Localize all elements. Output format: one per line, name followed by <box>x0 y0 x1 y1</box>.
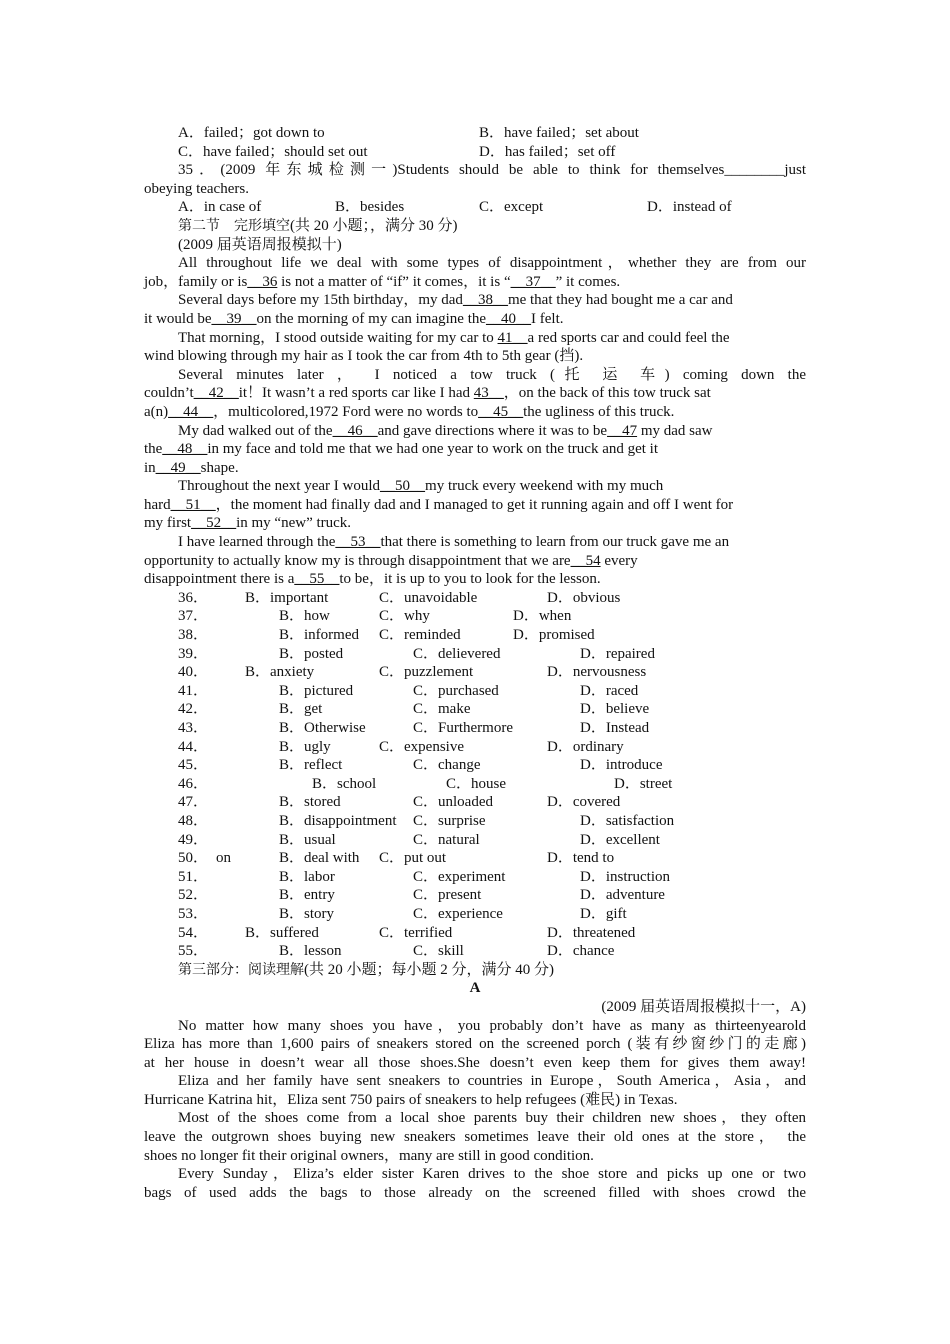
q34-options-row2 <box>144 143 806 162</box>
passage-line: it would be__39__on the morning of my can imagine the__40__I felt. <box>144 310 564 327</box>
blank: __44__ <box>168 403 214 420</box>
option-c: C．why <box>379 608 430 625</box>
passage-line: My dad walked out of the__46__and gave directions where it was to be__47 my dad saw <box>178 422 713 439</box>
blank: __50__ <box>380 478 426 495</box>
reading-line: at her house in doesn’t wear all those shoes.She doesn’t even keep them for gives them away! <box>144 1054 806 1071</box>
question-number: 54． <box>178 924 209 941</box>
reading-line: shoes no longer fit their original owners，many are still in good condition. <box>144 1147 594 1164</box>
option-b: B．pictured <box>279 682 354 699</box>
reading-line: leave the outgrown shoes buying new sneakers sometimes leave their old ones at the store， the <box>144 1129 806 1146</box>
option-d: D．Instead <box>580 720 650 736</box>
option-row <box>144 775 806 794</box>
section2-heading <box>144 217 806 236</box>
option-d: D．instruction <box>580 868 670 885</box>
option-c: C．put out <box>379 850 447 867</box>
option-b: B．posted <box>279 645 344 662</box>
q35-option-b: B．besides <box>335 199 405 216</box>
blank: __51__ <box>170 496 216 513</box>
option-c: C．surprise <box>413 812 486 829</box>
question-number: 53． <box>178 905 209 922</box>
option-c: C．unloaded <box>413 794 493 811</box>
passage-line: Throughout the next year I would__50__my truck every weekend with my much <box>178 478 664 495</box>
passage-line: hard__51__，the moment had finally dad and I managed to get it running again and off I went for <box>144 496 734 513</box>
option-d: D．when <box>513 608 572 625</box>
blank: __39__ <box>211 310 257 327</box>
reading-line: Eliza has more than 1,600 pairs of sneakers stored on the screened porch (装有纱窗纱门的走廊) <box>144 1036 806 1053</box>
q35-option-a: A．in case of <box>178 199 262 216</box>
blank: __48__ <box>162 441 208 458</box>
option-b: B．reflect <box>279 757 343 774</box>
blank: __55__ <box>294 571 340 588</box>
section2-score: (共 20 小题；，满分 30 分) <box>290 217 458 234</box>
question-number: 38． <box>178 627 209 644</box>
passage-line: opportunity to actually know my is through disappointment that we are__54 every <box>144 552 638 569</box>
blank: __37__ <box>510 273 556 290</box>
passage-letter: A <box>469 980 481 997</box>
option-b: B．get <box>279 701 323 718</box>
option-b: B．deal with <box>279 850 360 867</box>
blank: __40__ <box>486 310 532 327</box>
question-number: 46． <box>178 775 209 792</box>
option-row <box>144 756 806 775</box>
blank: 43__ <box>473 385 504 402</box>
option-d: D．tend to <box>547 850 615 867</box>
option-c: C．delievered <box>413 645 501 662</box>
option-c: C．make <box>413 701 471 718</box>
question-number: 39． <box>178 645 209 662</box>
q35-option-c: C．except <box>479 199 544 216</box>
question-number: 45． <box>178 757 209 774</box>
section2-title: 第二节 完形填空 <box>178 217 290 234</box>
option-c: C．reminded <box>379 627 461 644</box>
q34-option-a: A．failed；got down to <box>178 125 325 141</box>
option-c: C．expensive <box>379 738 464 755</box>
option-row <box>144 924 806 943</box>
option-row <box>144 942 806 961</box>
option-d: D．chance <box>547 943 615 960</box>
section3-score: (共 20 小题；每小题 2 分，满分 40 分) <box>304 961 554 978</box>
passage-line: All throughout life we deal with some types of disappointment，whether they are from our <box>178 255 806 272</box>
option-row <box>144 812 806 831</box>
passage-line: I have learned through the__53__that there is something to learn from our truck gave me an <box>178 534 730 551</box>
option-d: D．introduce <box>580 757 663 774</box>
option-c: C．Furthermore <box>413 720 513 736</box>
option-row <box>144 645 806 664</box>
option-b: B．labor <box>279 868 335 885</box>
reading-line: Hurricane Katrina hit，Eliza sent 750 pairs of sneakers to help refugees (难民) in Texas. <box>144 1091 678 1108</box>
option-row <box>144 793 806 812</box>
option-d: D．nervousness <box>547 664 647 681</box>
question-number: 44． <box>178 738 209 755</box>
option-c: C．experiment <box>413 868 506 885</box>
passage-line: a(n)__44__，multicolored,1972 Ford were no words to__45__the ugliness of this truck. <box>144 403 675 420</box>
blank: __45__ <box>478 403 524 420</box>
passage-line: disappointment there is a__55__to be，it is up to you to look for the lesson. <box>144 571 601 588</box>
option-c: C．puzzlement <box>379 664 474 681</box>
option-d: D．repaired <box>580 645 655 662</box>
reading-line: Every Sunday，Eliza’s elder sister Karen drives to the shoe store and picks up one or two <box>178 1166 806 1183</box>
q34-options-row1 <box>144 124 806 143</box>
passage-line: my first__52__in my “new” truck. <box>144 515 352 532</box>
blank: __47 <box>607 422 638 439</box>
option-c: C．experience <box>413 905 503 922</box>
q34-option-b: B．have failed；set about <box>479 125 639 141</box>
question-number: 47． <box>178 794 209 811</box>
question-number: 36． <box>178 589 209 606</box>
option-b: B．usual <box>279 831 336 848</box>
question-number: 55． <box>178 943 209 960</box>
option-b: B．Otherwise <box>279 720 366 736</box>
option-b: B．important <box>245 589 329 606</box>
option-c: C．change <box>413 757 481 774</box>
option-c: C．terrified <box>379 924 453 941</box>
option-row <box>144 626 806 645</box>
passage-line: Several days before my 15th birthday，my dad__38__me that they had bought me a car and <box>178 292 733 309</box>
option-row <box>144 607 806 626</box>
question-number: 42． <box>178 701 209 718</box>
option-b: B．how <box>279 608 330 625</box>
option-d: D．threatened <box>547 924 636 941</box>
option-row <box>144 682 806 701</box>
option-b: B．informed <box>279 627 359 644</box>
section2-source: (2009 届英语周报模拟十) <box>178 236 342 253</box>
reading-source: (2009 届英语周报模拟十一，A) <box>601 998 806 1015</box>
option-d: D．promised <box>513 627 595 644</box>
reading-line: bags of used adds the bags to those already on the screened filled with shoes crowd the <box>144 1184 806 1201</box>
option-d: D．street <box>614 775 673 792</box>
q34-option-c: C．have failed；should set out <box>178 143 368 160</box>
reading-line: Most of the shoes come from a local shoe parents buy their children new shoes，they often <box>178 1110 806 1127</box>
blank: __36 <box>247 273 278 290</box>
option-c: C．purchased <box>413 682 499 699</box>
section3-title: 第三部分：阅读理解 <box>178 961 304 978</box>
blank: __53__ <box>335 534 381 551</box>
question-number: 40． <box>178 664 209 681</box>
option-row <box>144 663 806 682</box>
option-b: B．ugly <box>279 738 331 755</box>
option-row <box>144 719 806 738</box>
option-b: B．suffered <box>245 924 319 941</box>
option-row <box>144 589 806 608</box>
question-number: 50． <box>178 850 209 867</box>
option-b: B．story <box>279 905 335 922</box>
question-number: 37． <box>178 608 209 625</box>
option-c: C．present <box>413 887 482 904</box>
option-d: D．believe <box>580 701 650 718</box>
blank: __46__ <box>332 422 378 439</box>
option-row <box>144 700 806 719</box>
question-number: 43． <box>178 720 209 736</box>
option-d: D．raced <box>580 682 639 699</box>
option-row <box>144 886 806 905</box>
option-b: B．disappointment <box>279 812 397 829</box>
option-c: C．unavoidable <box>379 589 478 606</box>
passage-line: in__49__shape. <box>144 459 239 476</box>
option-row <box>144 849 806 868</box>
option-d: D．gift <box>580 905 627 922</box>
option-b: B．lesson <box>279 943 342 960</box>
option-d: D．excellent <box>580 831 660 848</box>
option-row <box>144 868 806 887</box>
passage-line: That morning，I stood outside waiting for my car to 41__a red sports car and could feel the <box>178 329 730 346</box>
passage-line: job，family or is__36 is not a matter of “if” it comes，it is “__37__” it comes. <box>144 273 621 290</box>
option-d: D．obvious <box>547 589 621 606</box>
reading-line: No matter how many shoes you have，you probably don’t have as many as thirteenyearold <box>178 1017 806 1034</box>
q34-option-d: D．has failed；set off <box>479 143 616 160</box>
passage-line: the__48__in my face and told me that we had one year to work on the truck and get it <box>144 441 659 458</box>
option-a: on <box>216 850 231 867</box>
blank: __38__ <box>462 292 508 309</box>
option-row <box>144 831 806 850</box>
option-b: B．anxiety <box>245 664 315 681</box>
passage-line: Several minutes later ， I noticed a tow truck (托 运 车) coming down the <box>178 366 806 383</box>
question-number: 48． <box>178 812 209 829</box>
blank: __52__ <box>191 515 237 532</box>
option-b: B．stored <box>279 794 341 811</box>
q35-stem-cont: obeying teachers. <box>144 180 249 197</box>
option-row <box>144 905 806 924</box>
section3-heading <box>144 961 806 980</box>
option-c: C．house <box>446 775 507 792</box>
question-number: 49． <box>178 831 209 848</box>
option-row <box>144 738 806 757</box>
q35-option-d: D．instead of <box>647 199 732 216</box>
option-d: D．satisfaction <box>580 812 675 829</box>
option-d: D．covered <box>547 794 621 811</box>
q35-stem: 35．(2009 年东城检测一)Students should be able to think for themselves________just <box>178 162 806 179</box>
blank: 41__ <box>497 329 528 346</box>
option-c: C．skill <box>413 943 464 960</box>
option-d: D．adventure <box>580 887 665 904</box>
option-b: B．entry <box>279 887 335 904</box>
question-number: 52． <box>178 887 209 904</box>
passage-line: wind blowing through my hair as I took the car from 4th to 5th gear (挡). <box>144 348 584 365</box>
question-number: 41． <box>178 682 209 699</box>
option-d: D．ordinary <box>547 738 624 755</box>
option-c: C．natural <box>413 831 480 848</box>
passage-line: couldn’t__42__it！It wasn’t a red sports car like I had 43__，on the back of this tow truck sat <box>144 385 711 402</box>
blank: __49__ <box>155 459 201 476</box>
q35-options <box>144 198 806 217</box>
blank: __54 <box>570 552 601 569</box>
option-b: B．school <box>312 775 377 792</box>
question-number: 51． <box>178 868 209 885</box>
document-page <box>144 124 806 1202</box>
reading-line: Eliza and her family have sent sneakers to countries in Europe，South America，Asia，and <box>178 1073 806 1090</box>
cloze-options-list <box>144 589 806 961</box>
blank: __42__ <box>193 385 239 402</box>
